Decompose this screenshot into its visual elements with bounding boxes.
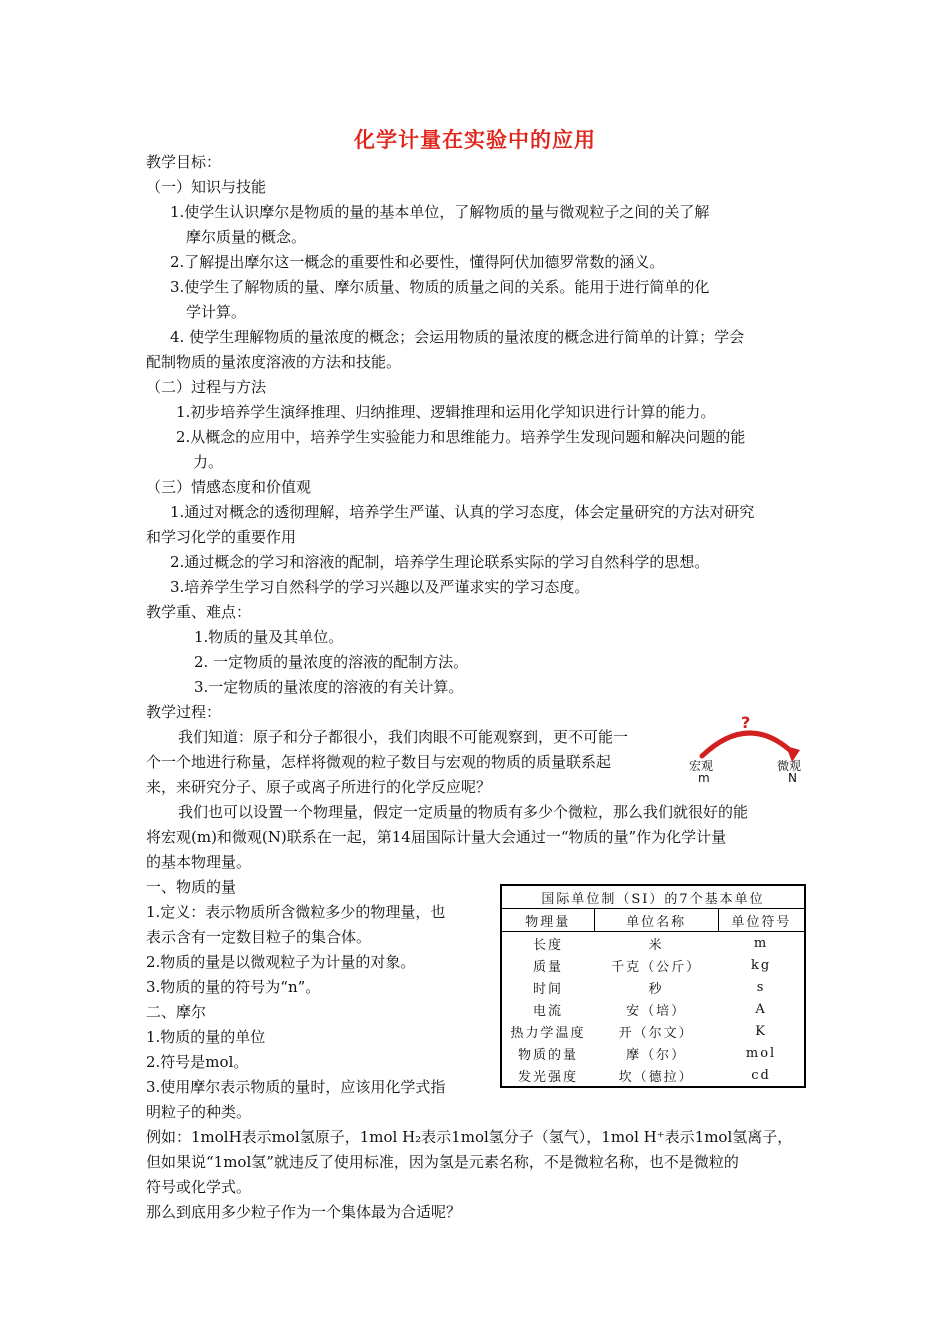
paragraph-line: 将宏观(m)和微观(N)联系在一起，第14届国际计量大会通过一“物质的量”作为化学计量 [146,828,727,846]
table-cell: 摩（尔） [626,1047,687,1063]
paragraph-line: 3.使学生了解物质的量、摩尔质量、物质的质量之间的关系。能用于进行简单的化 [170,278,710,296]
heading-amount-of-substance: 一、物质的量 [146,878,237,896]
table-cell: s [756,979,766,995]
table-cell: kg [750,957,772,973]
micro-label: 微观 [777,759,802,773]
table-cell: cd [751,1067,771,1083]
table-cell: 电流 [533,1003,564,1019]
paragraph-line: 2.从概念的应用中，培养学生实验能力和思维能力。培养学生发现问题和解决问题的能 [176,428,746,446]
paragraph-line: 1.通过对概念的透彻理解，培养学生严谨、认真的学习态度，体会定量研究的方法对研究 [170,503,755,521]
table-cell: 时间 [533,981,564,997]
paragraph-line: 3.使用摩尔表示物质的量时，应该用化学式指 [146,1078,446,1096]
section-heading-3: （三）情感态度和价值观 [146,478,312,496]
macro-micro-diagram [688,713,812,788]
paragraph-line: 2.通过概念的学习和溶液的配制，培养学生理论联系实际的学习自然科学的思想。 [170,553,710,571]
paragraph-line: 和学习化学的重要作用 [146,528,297,546]
table-cell: mol [745,1045,777,1061]
paragraph-line: 3.物质的量的符号为“n”。 [146,978,321,996]
paragraph-line: 来，来研究分子、原子或离子所进行的化学反应呢？ [146,778,492,796]
heading-mole: 二、摩尔 [146,1003,207,1021]
paragraph-line: 例如：1molH表示mol氢原子，1mol H₂表示1mol氢分子（氢气），1mol H⁺表示1mol氢离子， [146,1128,793,1146]
table-cell: 物质的量 [518,1047,579,1063]
micro-symbol: N [788,771,797,785]
section-heading-1: （一）知识与技能 [146,178,267,196]
paragraph-line: 那么到底用多少粒子作为一个集体最为合适呢？ [146,1203,462,1221]
table-header: 单位符号 [718,909,804,932]
paragraph-line: 我们知道：原子和分子都很小，我们肉眼不可能观察到，更不可能一 [178,728,629,746]
table-caption: 国际单位制（SI）的7个基本单位 [502,886,804,909]
paragraph-line: 个一个地进行称量，怎样将微观的粒子数目与宏观的物质的质量联系起 [146,753,612,771]
macro-label: 宏观 [689,759,714,773]
table-row [502,998,804,1020]
table-cell: 米 [648,937,664,953]
table-cell: 长度 [533,937,564,953]
key-points-heading: 教学重、难点： [146,603,252,621]
table-cell: m [753,935,769,951]
paragraph-line: 明粒子的种类。 [146,1103,252,1121]
paragraph-line: 我们也可以设置一个物理量，假定一定质量的物质有多少个微粒，那么我们就很好的能 [178,803,749,821]
table-cell: 安（培） [626,1003,687,1019]
question-mark: ? [741,713,751,732]
process-heading: 教学过程： [146,703,222,721]
paragraph-line: 3.培养学生学习自然科学的学习兴趣以及严谨求实的学习态度。 [170,578,590,596]
paragraph-line: 4. 使学生理解物质的量浓度的概念；会运用物质的量浓度的概念进行简单的计算；学会 [170,328,745,346]
table-cell: 质量 [533,959,564,975]
paragraph-line: 1.定义：表示物质所含微粒多少的物理量，也 [146,903,446,921]
page-title: 化学计量在实验中的应用 [354,127,596,152]
paragraph-line: 2.了解提出摩尔这一概念的重要性和必要性，懂得阿伏加德罗常数的涵义。 [170,253,665,271]
section-heading-2: （二）过程与方法 [146,378,267,396]
table-cell: A [755,1001,767,1017]
paragraph-line: 表示含有一定数目粒子的集合体。 [146,928,372,946]
key-point: 1.物质的量及其单位。 [194,628,344,646]
paragraph-line: 但如果说“1mol氢”就违反了使用标准，因为氢是元素名称，不是微粒名称，也不是微粒的 [146,1153,739,1171]
table-cell: 秒 [648,981,664,997]
paragraph-line: 配制物质的量浓度溶液的方法和技能。 [146,353,402,371]
paragraph-line: 1.初步培养学生演绎推理、归纳推理、逻辑推理和运用化学知识进行计算的能力。 [176,403,716,421]
table-row [502,1064,804,1086]
goals-heading: 教学目标： [146,153,222,171]
table-header: 单位名称 [594,909,718,932]
table-row [502,976,804,998]
key-point: 3.一定物质的量浓度的溶液的有关计算。 [194,678,464,696]
table-cell: 坎（德拉） [618,1069,694,1085]
table-row [502,954,804,976]
paragraph-line: 符号或化学式。 [146,1178,252,1196]
paragraph-line: 2.物质的量是以微观粒子为计量的对象。 [146,953,416,971]
paragraph-line: 1.使学生认识摩尔是物质的量的基本单位，了解物质的量与微观粒子之间的关了解 [170,203,710,221]
table-cell: 发光强度 [518,1069,579,1085]
paragraph-line: 的基本物理量。 [146,853,252,871]
paragraph-line: 力。 [193,453,224,471]
table-cell: 千克（公斤） [611,959,702,975]
table-row [502,1020,804,1042]
table-header: 物理量 [502,909,594,932]
si-units-table [500,884,806,1088]
table-cell: 开（尔文） [618,1025,694,1041]
paragraph-line: 摩尔质量的概念。 [186,228,307,246]
table-row [502,932,804,955]
macro-symbol: m [698,771,710,785]
paragraph-line: 1.物质的量的单位 [146,1028,266,1046]
table-row [502,1042,804,1064]
table-cell: 热力学温度 [510,1025,586,1041]
key-point: 2. 一定物质的量浓度的溶液的配制方法。 [194,653,469,671]
paragraph-line: 2.符号是mol。 [146,1053,249,1071]
table-cell: K [755,1023,767,1039]
paragraph-line: 学计算。 [186,303,247,321]
